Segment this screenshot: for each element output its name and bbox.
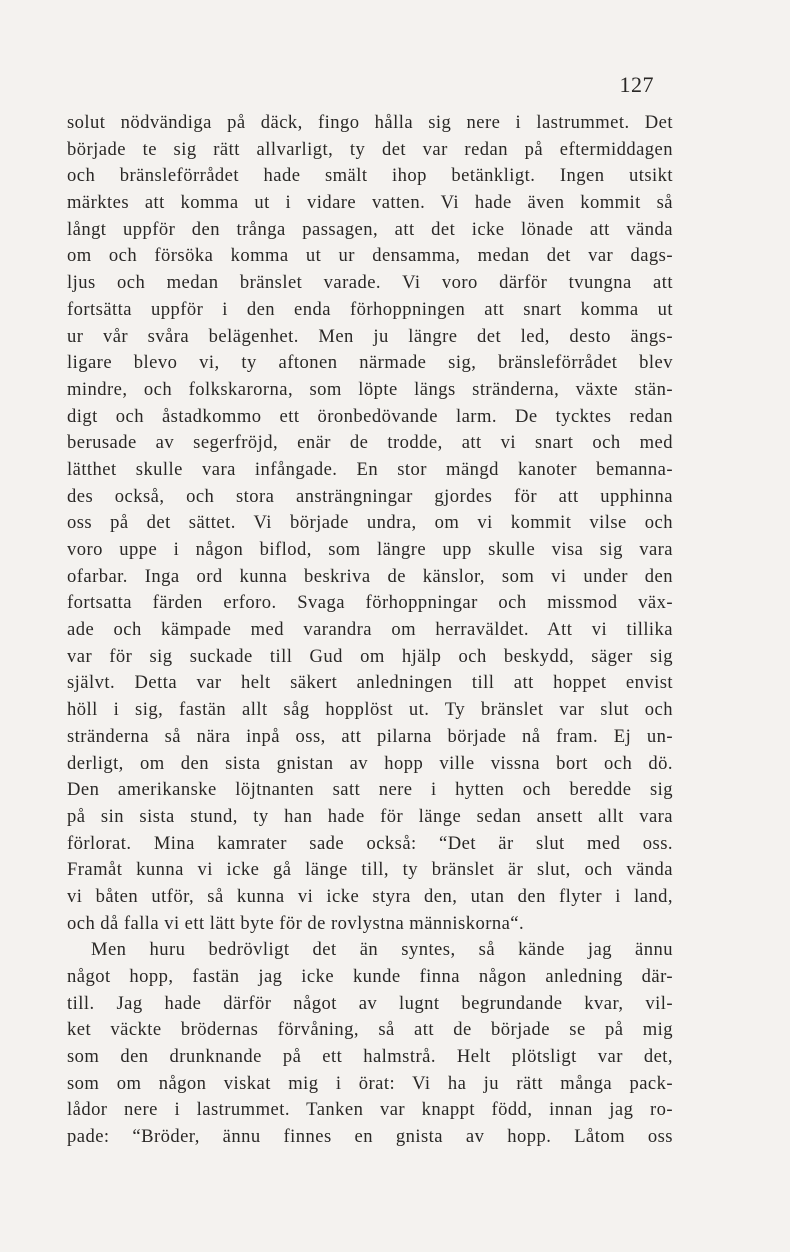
text-line: som den drunknande på ett halmstrå. Helt plötsligt var det, <box>67 1046 673 1068</box>
text-line: derligt, om den sista gnistan av hopp ville vissna bort och dö. <box>67 752 673 774</box>
text-line: ur vår svåra belägenhet. Men ju längre det led, desto ängs- <box>67 325 673 347</box>
text-line: oss på det sättet. Vi började undra, om vi kommit vilse och <box>67 512 673 534</box>
text-line: lätthet skulle vara infångade. En stor mängd kanoter bemanna- <box>67 458 673 480</box>
text-line: vi båten utför, så kunna vi icke styra den, utan den flyter i land, <box>67 885 673 907</box>
body-text <box>67 110 673 1151</box>
text-line: stränderna så nära inpå oss, att pilarna började nå fram. Ej un- <box>67 725 673 747</box>
text-line: märktes att komma ut i vidare vatten. Vi hade även kommit så <box>67 192 673 214</box>
text-line: solut nödvändiga på däck, fingo hålla sig nere i lastrummet. Det <box>67 112 673 133</box>
text-line: var för sig suckade till Gud om hjälp och beskydd, säger sig <box>67 645 673 667</box>
text-line: om och försöka komma ut ur densamma, medan det var dags- <box>67 245 673 267</box>
page-number: 127 <box>619 72 654 97</box>
text-line: ofarbar. Inga ord kunna beskriva de känslor, som vi under den <box>67 565 673 587</box>
text-line: ljus och medan bränslet varade. Vi voro därför tvungna att <box>67 272 673 294</box>
text-line: på sin sista stund, ty han hade för länge sedan ansett allt vara <box>67 805 673 827</box>
text-line: ade och kämpade med varandra om herraväldet. Att vi tillika <box>67 619 673 641</box>
text-line-paragraph-start: Men huru bedrövligt det än syntes, så kände jag ännu <box>91 939 673 961</box>
text-line: voro uppe i någon biflod, som längre upp skulle visa sig vara <box>67 539 673 560</box>
text-line: förlorat. Mina kamrater sade också: “Det är slut med oss. <box>67 832 673 854</box>
text-line: som om någon viskat mig i örat: Vi ha ju rätt många pack- <box>67 1072 673 1094</box>
text-line: digt och åstadkommo ett öronbedövande larm. De tycktes redan <box>67 405 673 427</box>
text-line: höll i sig, fastän allt såg hopplöst ut. Ty bränslet var slut och <box>67 699 673 721</box>
text-line: började te sig rätt allvarligt, ty det var redan på eftermiddagen <box>67 138 673 160</box>
text-line: något hopp, fastän jag icke kunde finna någon anledning där- <box>67 966 673 987</box>
text-line: Den amerikanske löjtnanten satt nere i hytten och beredde sig <box>67 779 673 801</box>
text-line: ligare blevo vi, ty aftonen närmade sig, bränsleförrådet blev <box>67 352 673 374</box>
text-line: och bränsleförrådet hade smält ihop betänkligt. Ingen utsikt <box>67 165 673 187</box>
text-line: till. Jag hade därför något av lugnt begrundande kvar, vil- <box>67 992 673 1014</box>
text-line: pade: “Bröder, ännu finnes en gnista av hopp. Låtom oss <box>67 1126 673 1148</box>
text-line: des också, och stora ansträngningar gjordes för att upphinna <box>67 485 673 507</box>
text-line: och då falla vi ett lätt byte för de rovlystna människorna“. <box>67 912 525 934</box>
text-line: långt uppför den trånga passagen, att det icke lönade att vända <box>67 218 673 240</box>
text-line: berusade av segerfröjd, enär de trodde, att vi snart och med <box>67 432 673 454</box>
text-line: mindre, och folkskarorna, som löpte längs stränderna, växte stän- <box>67 378 673 400</box>
text-line: lådor nere i lastrummet. Tanken var knappt född, innan jag ro- <box>67 1099 673 1121</box>
text-line: ket väckte brödernas förvåning, så att de började se på mig <box>67 1019 673 1041</box>
text-line: fortsatta färden erforo. Svaga förhoppningar och missmod väx- <box>67 592 673 614</box>
text-line: självt. Detta var helt säkert anledningen till att hoppet envist <box>67 672 673 694</box>
text-line: Framåt kunna vi icke gå länge till, ty bränslet är slut, och vända <box>67 859 673 881</box>
text-line: fortsätta uppför i den enda förhoppningen att snart komma ut <box>67 298 673 320</box>
